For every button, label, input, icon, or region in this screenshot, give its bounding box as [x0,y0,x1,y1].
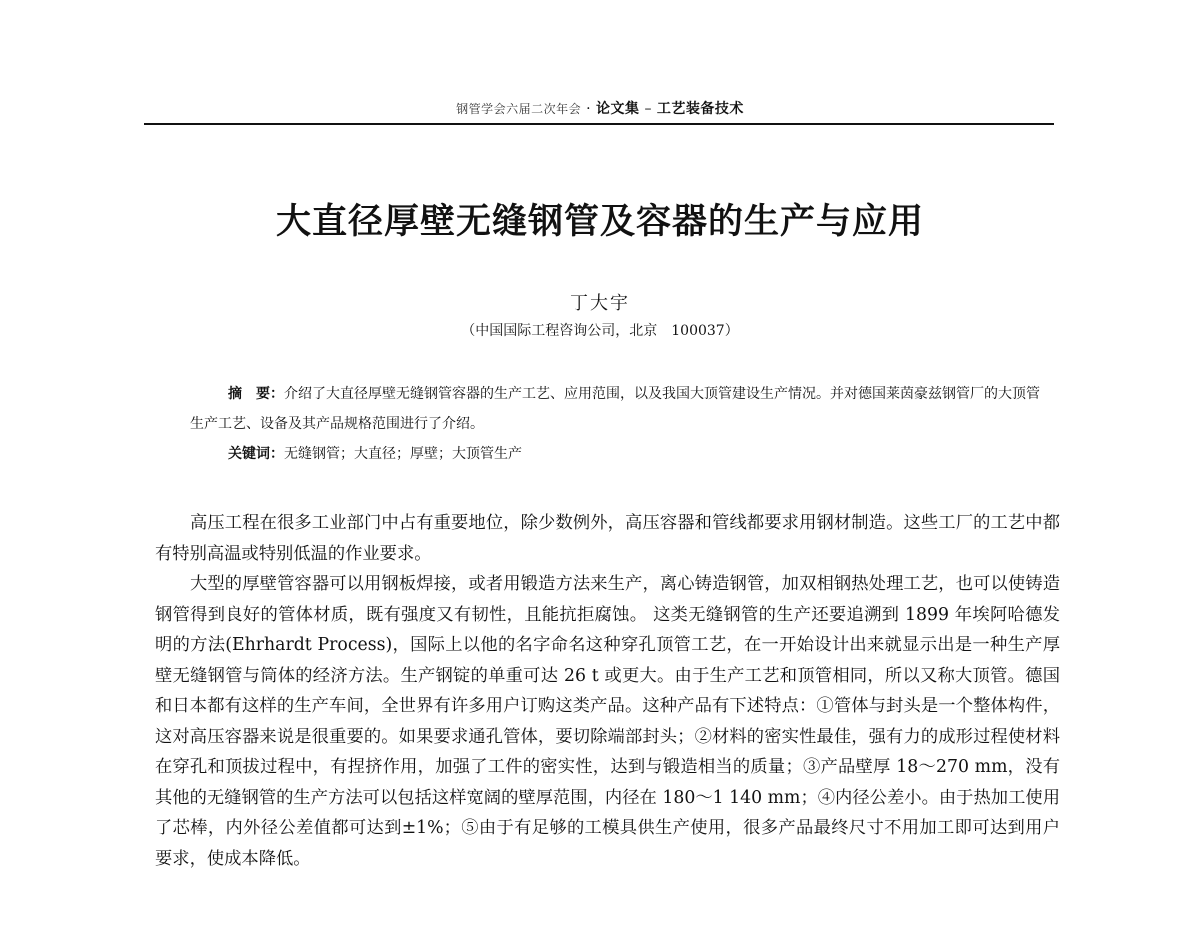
paper-title: 大直径厚壁无缝钢管及容器的生产与应用 [275,202,924,242]
abstract [190,379,1040,439]
body-paragraph: 高压工程在很多工业部门中占有重要地位，除少数例外，高压容器和管线都要求用钢材制造。这些工厂的工艺中都有特别高温或特别低温的作业要求。 [155,513,1060,564]
abstract-text: 介绍了大直径厚壁无缝钢管容器的生产工艺、应用范围，以及我国大顶管建设生产情况。并对德国莱茵豪兹钢管厂的大顶管生产工艺、设备及其产品规格范围进行了介绍。 [190,386,1040,432]
body-text [155,508,1060,874]
abstract-block [190,379,1040,469]
keywords [190,439,1040,469]
author-affiliation: （中国国际工程咨询公司，北京 100037） [461,323,739,339]
keywords-label: 关键词： [228,446,284,462]
header-conference: 钢管学会六届二次年会 [456,102,582,116]
header-rule [144,123,1054,125]
body-paragraph: 大型的厚壁管容器可以用钢板焊接，或者用锻造方法来生产，离心铸造钢管，加双相钢热处理工艺，也可以使铸造钢管得到良好的管体材质，既有强度又有韧性，且能抗拒腐蚀。 这类无缝钢管的生产还要追溯到 1899 年埃阿哈德发明的方法(Ehrhardt Process)，国际上以他的名字命名这种穿孔顶管工艺，在一开始设计出来就显示出是一种生产厚壁无缝钢管与筒体的经济方法。生产钢锭的单重可达 26 t 或更大。由于生产工艺和顶管相同，所以又称大顶管。德国和日本都有这样的生产车间，全世界有许多用户订购这类产品。这种产品有下述特点：①管体与封头是一个整体构件，这对高压容器来说是很重要的。如果要求通孔管体，要切除端部封头；②材料的密实性最佳，强有力的成形过程使材料在穿孔和顶拔过程中，有捏挤作用，加强了工件的密实性，达到与锻造相当的质量；③产品壁厚 18～270 mm，没有其他的无缝钢管的生产方法可以包括这样宽阔的壁厚范围，内径在 180～1 140 mm；④内径公差小。由于热加工使用了芯棒，内外径公差值都可达到±1%；⑤由于有足够的工模具供生产使用，很多产品最终尺寸不用加工即可达到用户要求，使成本降低。 [155,574,1060,869]
header-proceedings: 论文集 [595,101,640,117]
header-section: 工艺装备技术 [656,101,744,117]
header-bullet: · [586,101,592,117]
abstract-label: 摘 要： [228,386,284,402]
keywords-text: 无缝钢管；大直径；厚壁；大顶管生产 [284,446,522,462]
author-name: 丁大宇 [570,293,630,314]
header-dash: – [644,101,652,117]
running-header [0,98,1200,118]
